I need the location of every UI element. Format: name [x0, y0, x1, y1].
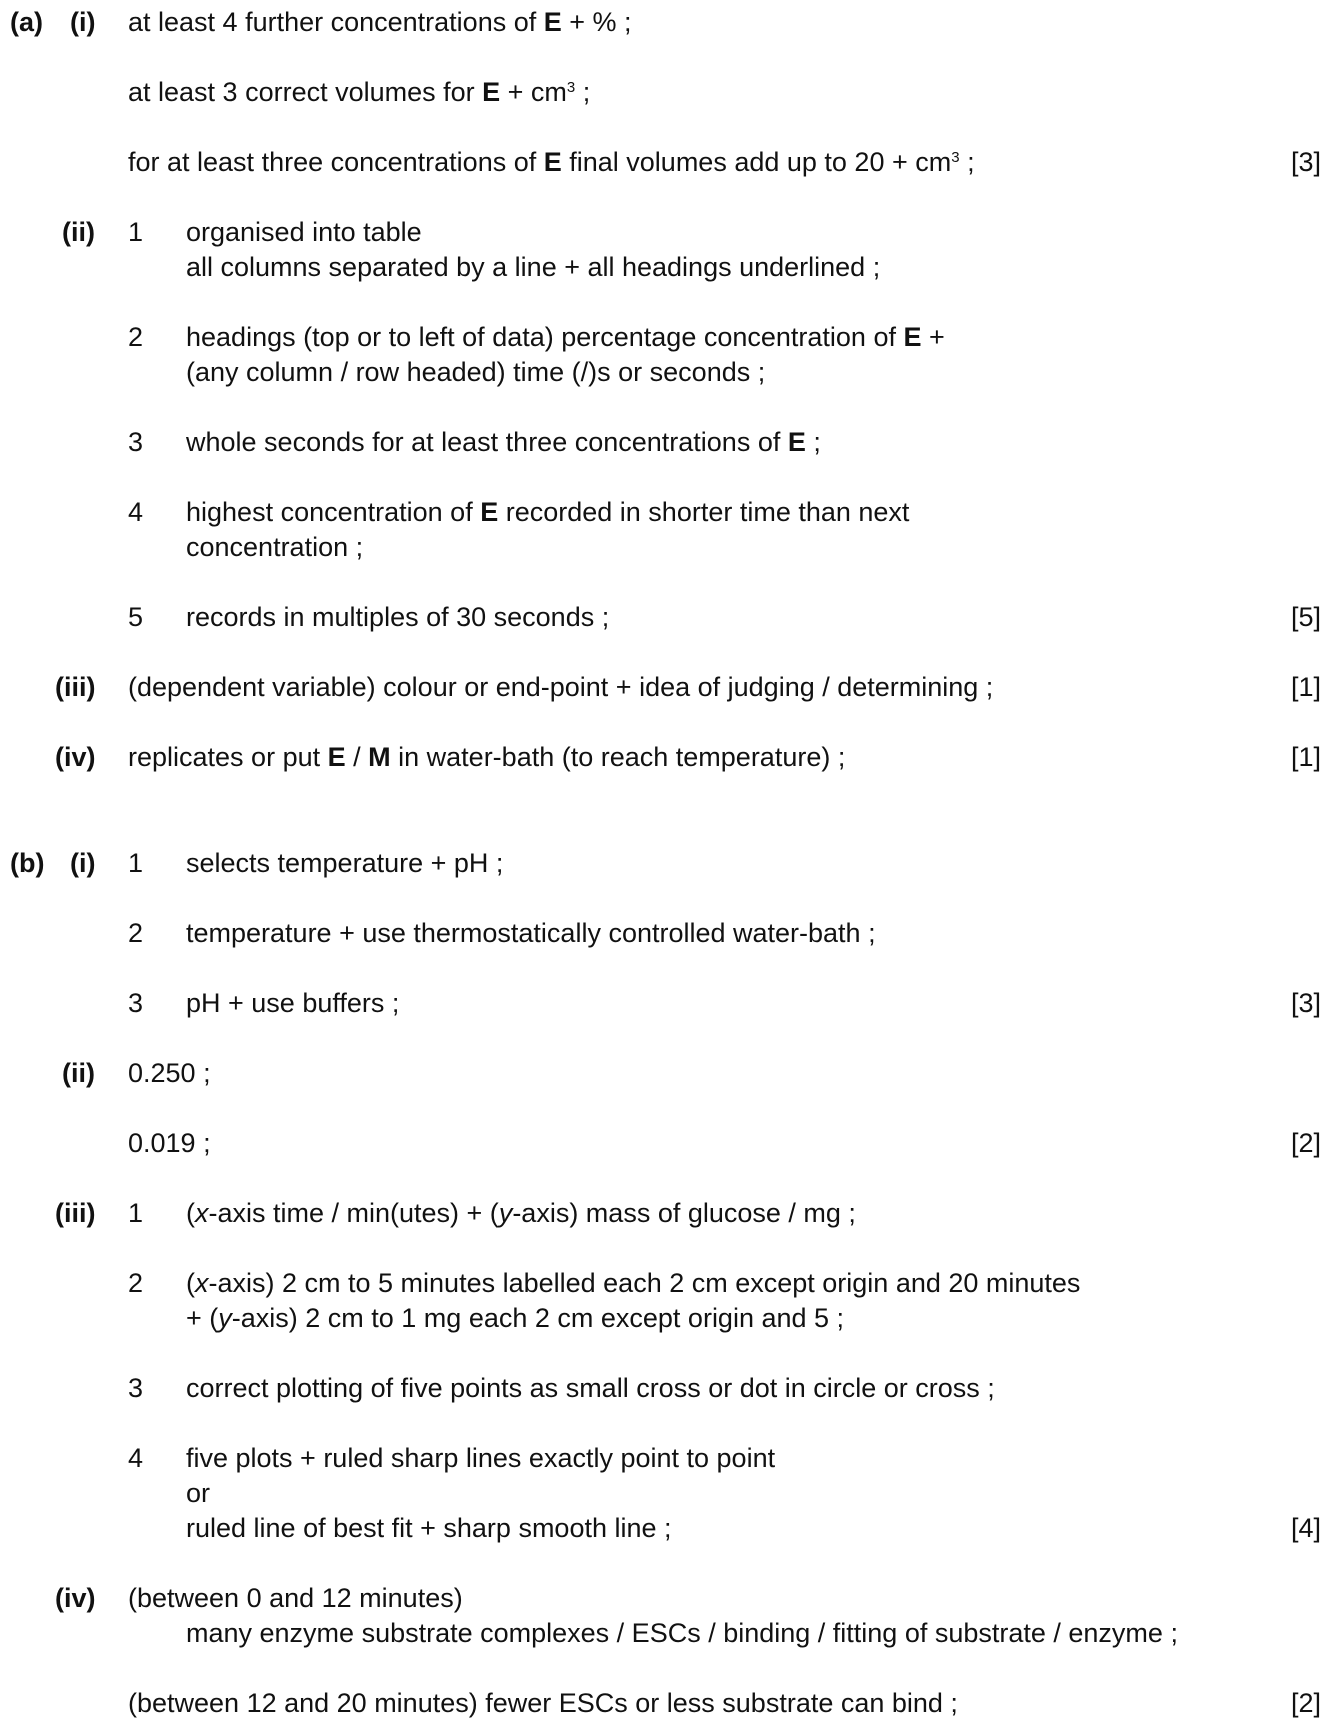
point-number: 2 [128, 918, 144, 948]
point-line: concentration ; [186, 532, 364, 562]
point-number: 2 [128, 322, 144, 352]
point-line: + (y-axis) 2 cm to 1 mg each 2 cm except origin and 5 ; [186, 1303, 845, 1333]
answer-line: many enzyme substrate complexes / ESCs / binding / fitting of substrate / enzyme ; [186, 1618, 1178, 1648]
answer-line: (between 12 and 20 minutes) fewer ESCs or less substrate can bind ; [128, 1688, 958, 1718]
part-a-iv-label: (iv) [55, 742, 96, 772]
point-line: (x-axis time / min(utes) + (y-axis) mass of glucose / mg ; [186, 1198, 856, 1228]
point-number: 3 [128, 427, 144, 457]
point-line: ruled line of best fit + sharp smooth line ; [186, 1513, 672, 1543]
answer-line: 0.019 ; [128, 1128, 211, 1158]
point-number: 1 [128, 217, 144, 247]
part-a-iii-mark: [1] [1290, 672, 1321, 702]
part-b-iv-label: (iv) [55, 1583, 96, 1613]
part-b-label: (b) [10, 848, 45, 878]
part-a-i-mark: [3] [1290, 147, 1321, 177]
part-b-i-label: (i) [70, 848, 96, 878]
point-line: all columns separated by a line + all headings underlined ; [186, 252, 881, 282]
part-a-i-label: (i) [70, 7, 96, 37]
part-a-iii-label: (iii) [55, 672, 96, 702]
point-number: 2 [128, 1268, 144, 1298]
point-line: or [186, 1478, 211, 1508]
part-a-i-line-2: at least 3 correct volumes for $E + cm^3$ ; [128, 77, 591, 107]
point-number: 3 [128, 988, 144, 1018]
part-b-iii-label: (iii) [55, 1198, 96, 1228]
part-a-i-line-3: for at least three concentrations of E final volumes add up to $20 + cm^3$ ; [128, 147, 975, 177]
point-line: temperature + use thermostatically controlled water-bath ; [186, 918, 876, 948]
point-line: highest concentration of E recorded in shorter time than next [186, 497, 910, 527]
point-number: 1 [128, 1198, 144, 1228]
part-a-label: (a) [10, 7, 43, 37]
point-line: correct plotting of five points as small cross or dot in circle or cross ; [186, 1373, 995, 1403]
point-line: organised into table [186, 217, 422, 247]
point-line: selects temperature + pH ; [186, 848, 504, 878]
part-b-ii-label: (ii) [62, 1058, 95, 1088]
point-line: five plots + ruled sharp lines exactly point to point [186, 1443, 776, 1473]
part-a-iv-text: replicates or put E / M in water-bath (to reach temperature) ; [128, 742, 846, 772]
part-b-ii-mark: [2] [1290, 1128, 1321, 1158]
point-number: 5 [128, 602, 144, 632]
point-number: 1 [128, 848, 144, 878]
part-a-ii-mark: [5] [1290, 602, 1321, 632]
point-line: whole seconds for at least three concentrations of E ; [186, 427, 821, 457]
answer-line: (between 0 and 12 minutes) [128, 1583, 463, 1613]
point-line: pH + use buffers ; [186, 988, 400, 1018]
part-b-iii-mark: [4] [1290, 1513, 1321, 1543]
answer-line: 0.250 ; [128, 1058, 211, 1088]
point-number: 3 [128, 1373, 144, 1403]
point-line: (x-axis) 2 cm to 5 minutes labelled each 2 cm except origin and 20 minutes [186, 1268, 1081, 1298]
point-number: 4 [128, 497, 144, 527]
part-a-iv-mark: [1] [1290, 742, 1321, 772]
point-line: headings (top or to left of data) percentage concentration of E + [186, 322, 945, 352]
part-a-iii-text: (dependent variable) colour or end-point + idea of judging / determining ; [128, 672, 994, 702]
part-a-i-line-1: at least 4 further concentrations of E + % ; [128, 7, 632, 37]
point-line: records in multiples of 30 seconds ; [186, 602, 610, 632]
part-b-i-mark: [3] [1290, 988, 1321, 1018]
point-number: 4 [128, 1443, 144, 1473]
point-line: (any column / row headed) time (/)s or seconds ; [186, 357, 766, 387]
part-a-ii-label: (ii) [62, 217, 95, 247]
part-b-iv-mark: [2] [1290, 1688, 1321, 1718]
